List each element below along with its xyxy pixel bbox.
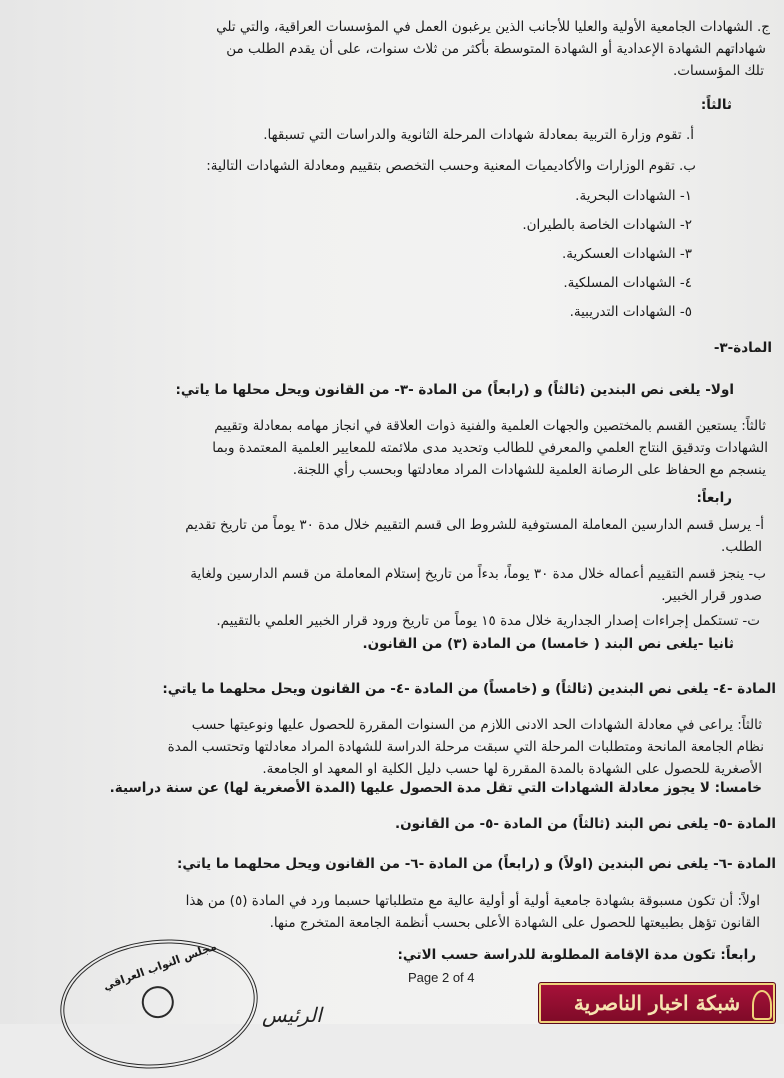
text-line: اولاً: أن تكون مسبوقة بشهادة جامعية أولية أو أولية عالية مع متطلباتها حسبما ورد في المادة (٥) من هذا (185, 893, 760, 909)
text-line: أ- يرسل قسم الدارسين المعاملة المستوفية للشروط الى قسم التقييم خلال مدة ٣٠ يوماً من تاريخ تقديم (185, 517, 764, 533)
text-line: ثانيا -يلغى نص البند ( خامسا) من المادة (٣) من القانون. (362, 636, 734, 652)
text-line: ثالثاً: يراعى في معادلة الشهادات الحد الادنى اللازم من السنوات المقررة للحصول عليها ونوعيتها حسب (191, 717, 762, 733)
page-number: Page 2 of 4 (408, 970, 475, 985)
text-line: نظام الجامعة المانحة ومتطلبات المرحلة التي سبقت مرحلة الدراسة للشهادة المراد معادلتها وتحتسب المدة (167, 739, 764, 755)
section-heading: ثالثاً: (700, 97, 732, 113)
text-line: اولا- يلغى نص البندين (ثالثاً) و (رابعاً) من المادة -٣- من القانون ويحل محلها ما ياتي: (175, 382, 734, 398)
text-line: الشهادات وتدقيق النتاج العلمي والمعرفي للطالب وتحديد مدى ملائمته للمعايير العلمية المعتمدة وبما (212, 440, 768, 456)
text-line: ب. تقوم الوزارات والأكاديميات المعنية وحسب التخصص بتقييم ومعادلة الشهادات التالية: (206, 158, 696, 174)
text-line: أ. تقوم وزارة التربية بمعادلة شهادات المرحلة الثانوية والدراسات التي تسبقها. (263, 127, 694, 143)
text-line: ت- تستكمل إجراءات إصدار الجدارية خلال مدة ١٥ يوماً من تاريخ ورود قرار الخبير العلمي بالتقييم. (216, 613, 760, 629)
signature: الرئيس (262, 1003, 322, 1027)
official-stamp (54, 930, 264, 1078)
article-heading: المادة-٣- (713, 340, 772, 356)
list-item: ٣- الشهادات العسكرية. (561, 246, 692, 262)
list-item: ٥- الشهادات التدريبية. (569, 304, 692, 320)
text-line: رابعاً: تكون مدة الإقامة المطلوبة للدراسة حسب الاتي: (397, 947, 756, 963)
list-item: ٢- الشهادات الخاصة بالطيران. (522, 217, 692, 233)
text-line: ب- ينجز قسم التقييم أعماله خلال مدة ٣٠ يوماً، بدءاً من تاريخ إستلام المعاملة من قسم الدارسين ولغاية (190, 566, 766, 582)
site-watermark: شبكة اخبار الناصرية (538, 982, 776, 1024)
text-line: تلك المؤسسات. (672, 63, 764, 79)
article-heading: المادة -٥- يلغى نص البند (ثالثاً) من المادة -٥- من القانون. (394, 816, 776, 832)
list-item: ٤- الشهادات المسلكية. (563, 275, 692, 291)
minaret-icon (752, 990, 772, 1020)
emblem-icon (140, 985, 175, 1020)
article-heading: المادة -٤- يلغى نص البندين (ثالثاً) و (خامساً) من المادة -٤- من القانون ويحل محلهما ما ياتي: (162, 681, 776, 697)
text-line: ج. الشهادات الجامعية الأولية والعليا للأجانب الذين يرغبون العمل في المؤسسات العراقية، والتي تلي (216, 19, 770, 35)
article-heading: المادة -٦- يلغى نص البندين (اولاً) و (رابعاً) من المادة -٦- من القانون ويحل محلهما ما ياتي: (176, 856, 776, 872)
text-line: ينسجم مع الحفاظ على الرصانة العلمية للشهادات المراد معادلتها وبحسب رأي اللجنة. (292, 462, 766, 478)
text-line: ثالثاً: يستعين القسم بالمختصين والجهات العلمية والفنية ذوات العلاقة في انجاز مهامه بمعادلة وتقييم (214, 418, 766, 434)
text-line: الطلب. (721, 539, 762, 555)
text-line: القانون تؤهل بطبيعتها للحصول على الشهادة الأعلى بحسب أنظمة الجامعة المتخرج منها. (269, 915, 760, 931)
list-item: ١- الشهادات البحرية. (575, 188, 692, 204)
text-line: صدور قرار الخبير. (661, 588, 762, 604)
text-line: الأصغرية للحصول على الشهادة بالمدة المقررة لها حسب دليل الكلية او المعهد او الجامعة. (262, 761, 762, 777)
text-line: خامسا: لا يجوز معادلة الشهادات التي تقل مدة الحصول عليها (المدة الأصغرية لها) عن سنة دراسية. (109, 780, 762, 796)
text-line: شهاداتهم الشهادة الإعدادية أو الشهادة المتوسطة بأكثر من ثلاث سنوات، على أن يقدم الطلب من (226, 41, 766, 57)
stamp-text: مجلس النواب العراقي (101, 939, 219, 993)
section-heading: رابعاً: (696, 490, 732, 506)
